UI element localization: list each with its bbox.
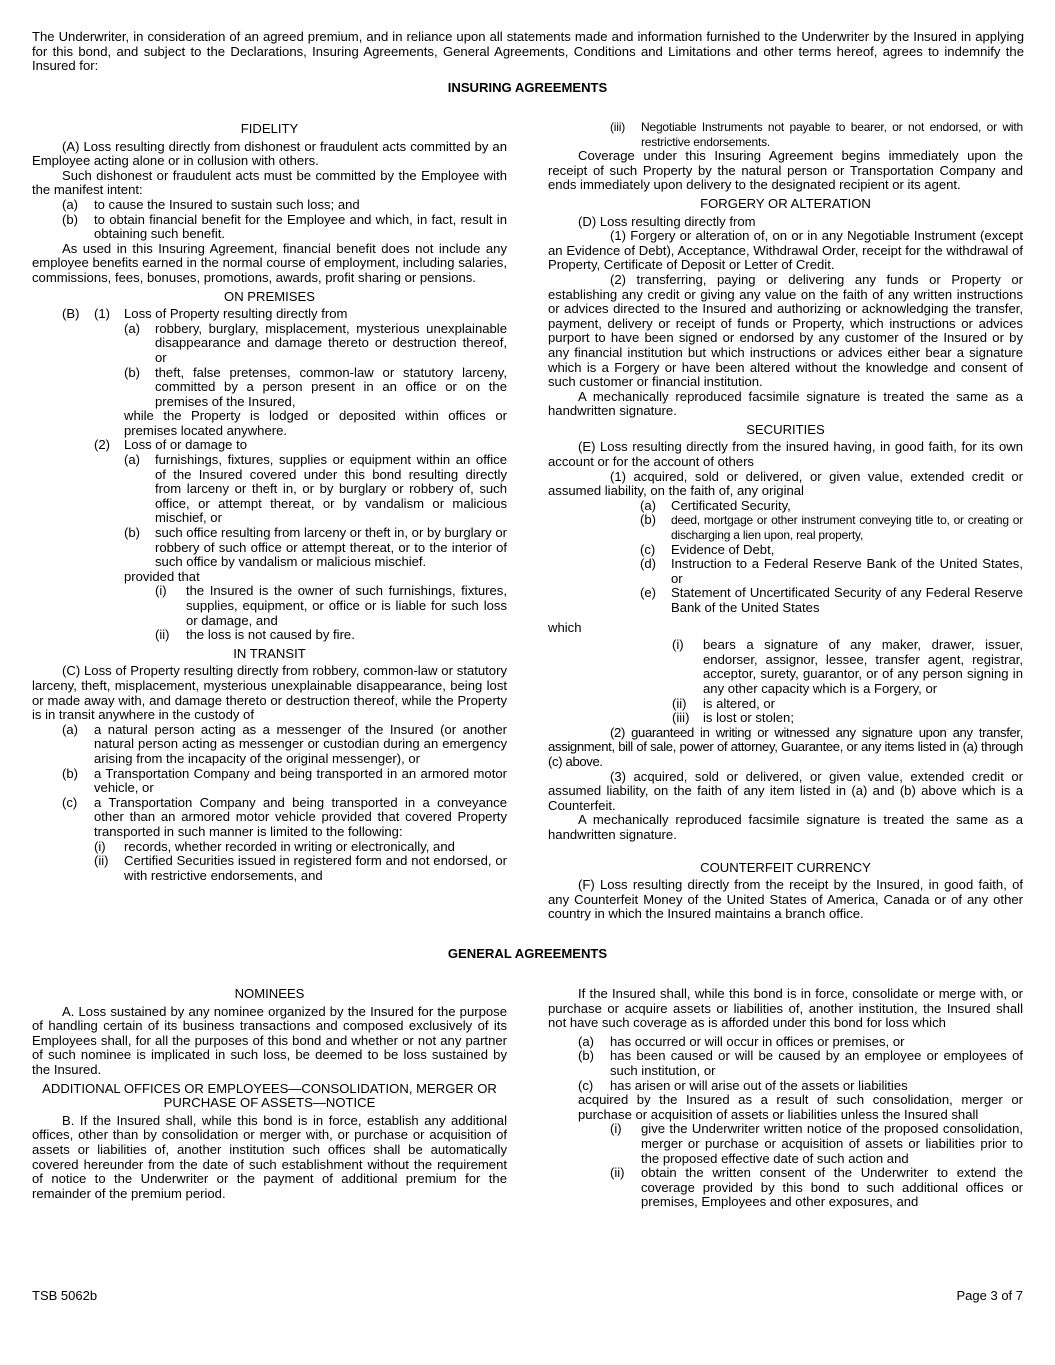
forgery-d: (D) Loss resulting directly from [578,213,756,229]
fidelity-a: (A) Loss resulting directly from dishonest or fraudulent acts committed by an Employee acting alone or in collusion with others. [32,138,507,169]
premises-while: while the Property is lodged or deposited within offices or premises located anywhere. [124,408,507,438]
securities-e: (E) Loss resulting directly from the insured having, in good faith, for its own account or for the account of others [548,439,1023,470]
list-item: (b) has been caused or will be caused by an employee or employees of such institution, or [578,1048,1023,1078]
forgery-p1: (1) Forgery or alteration of, on or in any Negotiable Instrument (except an Evidence of Debt), Acceptance, Withdrawal Order, receipt for the withdrawal of Property, Certificate of Deposit or Letter of Credit. [548,228,1023,273]
list-item: (c) a Transportation Company and being transported in a conveyance other than an armored motor vehicle provided that covered Property transported in such manner is limited to the following: [62,794,507,839]
forgery-facsimile: A mechanically reproduced facsimile signature is treated the same as a handwritten signature. [548,388,1023,419]
counterfeit-title: COUNTERFEIT CURRENCY [700,859,871,875]
insuring-left-column [32,118,507,883]
list-item: (b) such office resulting from larceny or theft in, or by burglary or robbery of such office or attempt thereat, or to the interior of such office by vandalism or malicious mischief. [124,525,507,570]
securities-p3: (3) acquired, sold or delivered, or given value, extended credit or assumed liability, on the faith of any item listed in (a) and (b) above which is a Counterfeit. [548,768,1023,813]
securities-title: SECURITIES [746,421,825,437]
list-item: (iii) Negotiable Instruments not payable to bearer, or not endorsed, or with restrictive endorsements. [610,120,1023,149]
list-item: (iii) is lost or stolen; [672,710,794,726]
insuring-agreements-heading: INSURING AGREEMENTS [447,80,608,95]
page-number: Page 3 of 7 [956,1288,1023,1303]
securities-which: which [548,619,582,635]
list-item: (i) bears a signature of any maker, drawer, issuer, endorser, assignor, lessee, transfer agent, registrar, acceptor, surety, guarantor, or of any person signing in any other capacity which is a Forgery, or [672,637,1023,696]
fidelity-title: FIDELITY [240,121,299,136]
fidelity-intent: Such dishonest or fraudulent acts must be committed by the Employee with the manifest intent: [32,167,507,198]
transit-c: (C) Loss of Property resulting directly from robbery, common-law or statutory larceny, theft, misplacement, mysterious unexplainable disappearance, being lost or made away with, and damage thereto or destruction thereof, while the Property is in transit anywhere in the custody of [32,663,507,723]
form-code: TSB 5062b [32,1288,98,1303]
list-item: (i) records, whether recorded in writing or electronically, and [94,838,455,854]
additional-title: ADDITIONAL OFFICES OR EMPLOYEES—CONSOLIDATION, MERGER OR PURCHASE OF ASSETS—NOTICE [42,1080,497,1111]
fidelity-benefit: As used in this Insuring Agreement, financial benefit does not include any employee benefits earned in the normal course of employment, including salaries, commissions, fees, bonuses, promotions, awards, profit sharing or pensions. [32,240,507,285]
transit-coverage: Coverage under this Insuring Agreement begins immediately upon the receipt of such Property by the natural person or Transportation Company and ends immediately upon delivery to the designated recipient or its agent. [548,148,1023,193]
forgery-title: FORGERY OR ALTERATION [700,195,871,211]
transit-title: IN TRANSIT [233,645,306,661]
list-item: (b) theft, false pretenses, common-law or statutory larceny, committed by a person present in an office or on the premises of the Insured, [124,364,507,409]
list-item: (e) Statement of Uncertificated Security of any Federal Reserve Bank of the United States [640,585,1023,615]
list-item: (a) furnishings, fixtures, supplies or equipment within an office of the Insured covered under this bond resulting directly from larceny or theft in, or by burglary or robbery of, such office, or attempt thereat, or by vandalism or malicious mischief, or [124,452,507,526]
general-left-column [32,983,507,1201]
securities-facsimile: A mechanically reproduced facsimile signature is treated the same as a handwritten signature. [548,812,1023,842]
list-item: (d) Instruction to a Federal Reserve Bank of the United States, or [640,556,1023,586]
list-item: (ii) obtain the written consent of the Underwriter to extend the coverage provided by this bond to such additional offices or premises, Employees and other exposures, and [610,1165,1023,1210]
list-item: (ii) Certified Securities issued in registered form and not endorsed, or with restrictive endorsements, and [94,853,507,883]
list-item: (b) a Transportation Company and being transported in an armored motor vehicle, or [62,765,507,796]
intro-paragraph: The Underwriter, in consideration of an agreed premium, and in reliance upon all statements made and information furnished to the Underwriter by the Insured in applying for this bond, and subject to the Declarations, Insuring Agreements, General Agreements, Conditions and Limitations and other terms hereof, agrees to indemnify the Insured for: [32,29,1024,74]
additional-b: B. If the Insured shall, while this bond is in force, establish any additional offices, other than by consolidation or merger with, or purchase or acquisition of assets or liabilities of, another institution such offices shall be automatically covered hereunder from the date of such establishment without the requirement of notice to the Underwriter or the payment of additional premium for the remainder of the premium period. [32,1112,507,1201]
acquired-paragraph: acquired by the Insured as a result of such consolidation, merger or purchase or acquisition of assets or liabilities unless the Insured shall [578,1092,1023,1122]
list-item: (ii) the loss is not caused by fire. [155,627,355,643]
list-item: (a) has occurred or will occur in offices or premises, or [578,1033,905,1049]
merge-paragraph: If the Insured shall, while this bond is in force, consolidate or merge with, or purchase or acquire assets or liabilities of, another institution, the Insured shall not have such coverage as is afforded under this bond for loss which [548,986,1023,1031]
list-item: (i) give the Underwriter written notice of the proposed consolidation, merger or purchase or acquisition of assets or liabilities prior to the proposed effective date of such action and [610,1121,1023,1166]
premises-b1: (B) (1) Loss of Property resulting directly from [62,306,348,322]
general-agreements-heading: GENERAL AGREEMENTS [447,946,608,961]
premises-provided: provided that [124,568,200,584]
list-item: (a) robbery, burglary, misplacement, mysterious unexplainable disappearance and damage thereto or destruction thereof, or [124,320,507,365]
general-right-column [548,987,1023,1210]
counterfeit-f: (F) Loss resulting directly from the receipt by the Insured, in good faith, of any Counterfeit Money of the United States of America, Canada or of any other country in which the Insured maintains a branch office. [548,877,1023,922]
list-item: (b) to obtain financial benefit for the Employee and which, in fact, result in obtaining such benefit. [62,211,507,242]
forgery-p2: (2) transferring, paying or delivering any funds or Property or establishing any credit or giving any value on the faith of any written instructions or advices directed to the Insured and authorizing or acknowledging the transfer, payment, delivery or receipt of funds or Property, which instructions or advices purport to have been signed or endorsed by any customer of the Insured or by any financial institution but which instructions or advices either bear a signature which is a Forgery or have been altered without the knowledge and consent of such customer or financial institution. [548,271,1023,390]
list-item: (i) the Insured is the owner of such furnishings, fixtures, supplies, equipment, or office or is liable for such loss or damage, and [155,583,507,628]
nominees-a: A. Loss sustained by any nominee organized by the Insured for the purpose of handling certain of its business transactions and composed exclusively of its Employees shall, for all the purposes of this bond and whether or not any partner of such nominee is implicated in such loss, be deemed to be loss sustained by the Insured. [32,1003,507,1077]
list-item: (c) has arisen or will arise out of the assets or liabilities [578,1077,908,1093]
list-item: (b) deed, mortgage or other instrument conveying title to, or creating or discharging a lien upon, real property, [640,512,1023,543]
list-item: (a) Certificated Security, [640,497,791,513]
premises-b2: (2) Loss of or damage to [94,437,248,453]
premises-title: ON PREMISES [224,288,315,304]
securities-p1: (1) acquired, sold or delivered, or given value, extended credit or assumed liability, on the faith of, any original [548,468,1023,499]
securities-p2: (2) guaranteed in writing or witnessed any signature upon any transfer, assignment, bill of sale, power of attorney, Guarantee, or any items listed in (a) through (c) above. [548,724,1023,769]
list-item: (a) a natural person acting as a messenger of the Insured (or another natural person acting as messenger or custodian during an emergency arising from the incapacity of the original messenger), or [62,721,507,766]
nominees-title: NOMINEES [234,986,305,1001]
list-item: (ii) is altered, or [672,695,776,711]
list-item: (c) Evidence of Debt, [640,541,775,557]
list-item: (a) to cause the Insured to sustain such loss; and [62,196,360,212]
insuring-right-column [548,120,1023,922]
